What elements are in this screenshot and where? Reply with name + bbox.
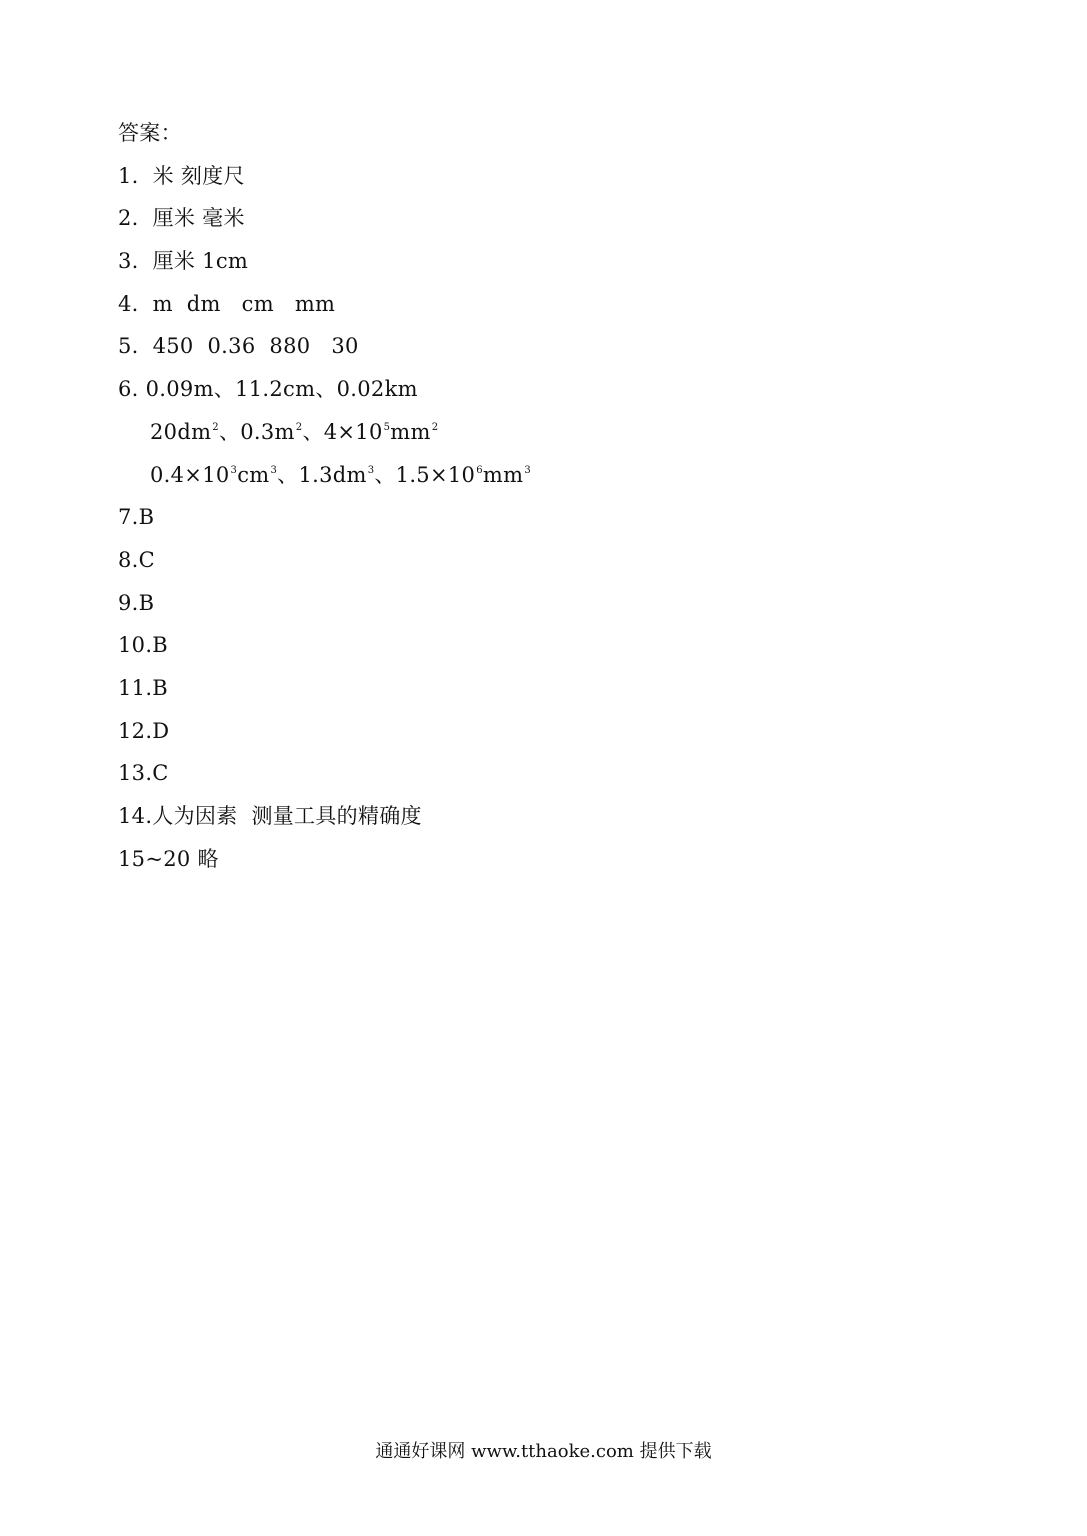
answer-13: 13.C [118, 761, 169, 786]
answer-15-20: 15~20 略 [118, 846, 219, 871]
answer-6-area-part: mm [390, 419, 431, 444]
answer-6-area-part: 、0.3m [218, 419, 295, 444]
answer-6-area-part: 、4×10 [302, 419, 383, 444]
superscript: 3 [367, 464, 375, 476]
answer-6: 6. 0.09m、11.2cm、0.02km [118, 377, 418, 402]
answer-14: 14.人为因素 测量工具的精确度 [118, 804, 422, 828]
answer-4: 4. m dm cm mm [118, 291, 336, 316]
superscript: 3 [230, 464, 238, 476]
answer-2: 2. 厘米 毫米 [118, 206, 245, 231]
answer-10: 10.B [118, 633, 169, 658]
answer-5: 5. 450 0.36 880 30 [118, 334, 359, 359]
answer-6-volume-part: 0.4×10 [150, 462, 230, 487]
answer-9: 9.B [118, 590, 155, 615]
superscript: 6 [476, 464, 483, 476]
answers-heading: 答案： [118, 121, 182, 145]
answer-6-volume-line [118, 458, 818, 501]
answer-1: 1. 米 刻度尺 [118, 163, 245, 188]
answer-list [118, 116, 818, 884]
superscript: 5 [383, 421, 391, 433]
superscript: 3 [524, 464, 531, 476]
answer-8: 8.C [118, 547, 156, 572]
answer-6-volume-part: mm [482, 462, 524, 487]
answer-3: 3. 厘米 1cm [118, 249, 249, 274]
answer-12: 12.D [118, 718, 170, 743]
answer-6-area-part: 20dm [150, 419, 212, 444]
answer-7: 7.B [118, 505, 155, 530]
superscript: 2 [431, 421, 439, 433]
answer-6-volume-part: 、1.3dm [277, 462, 367, 487]
superscript: 3 [270, 464, 278, 476]
superscript: 2 [212, 421, 219, 433]
answer-6-volume-part: cm [237, 462, 270, 487]
answer-6-area-line [118, 415, 818, 458]
answer-11: 11.B [118, 675, 169, 700]
superscript: 2 [295, 421, 303, 433]
page-footer: 通通好课网 www.tthaoke.com 提供下载 [375, 1441, 712, 1462]
answer-6-volume-part: 、1.5×10 [374, 462, 476, 487]
